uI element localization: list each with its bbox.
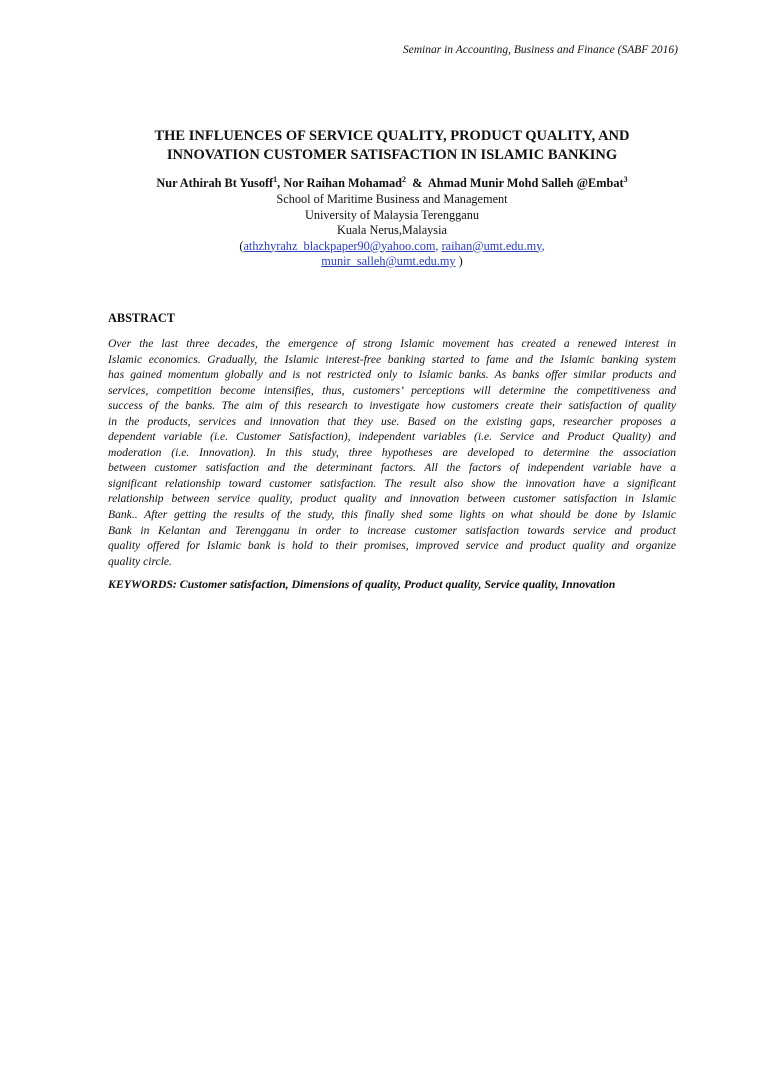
email-link-3[interactable]: munir_salleh@umt.edu.my [321, 254, 456, 268]
abstract-line: Islamic economics. Gradually, the Islamic interest-free banking started to fame and the Islamic banking system [108, 352, 676, 366]
abstract-line: quality circle. [108, 554, 172, 568]
author-3-affiliation-mark: 3 [623, 175, 628, 184]
abstract-line: dependent variable (i.e. Customer Satisfaction), independent variables (i.e. Service and Product Quality) and [108, 430, 676, 444]
running-header: Seminar in Accounting, Business and Finance (SABF 2016) [402, 44, 678, 56]
affiliation-school: School of Maritime Business and Management [276, 192, 508, 206]
email-link-2[interactable]: raihan@umt.edu.my, [441, 238, 545, 253]
abstract-line: services, competition become intensifies, thus, customers’ perceptions will determine the competitiveness and [108, 383, 676, 397]
abstract-line: quality offered for Islamic bank is hold to their promises, improved service and product quality and organize [108, 539, 676, 553]
abstract-line: success of the banks. The aim of this research to investigate how customers create their satisfaction of quality [108, 399, 676, 413]
abstract-line: has gained momentum globally and is not restricted only to Islamic banks. As banks offer similar products and [108, 368, 676, 382]
abstract-line: significant relationship toward customer satisfaction. The result also show the innovation have a significant [108, 476, 676, 490]
affiliation-city: Kuala Nerus,Malaysia [337, 223, 447, 237]
author-separator: & [405, 176, 428, 190]
abstract-line: between customer satisfaction and the determinant factors. All the factors of independent variable have a [108, 461, 676, 475]
abstract-line: Bank in Kelantan and Terengganu in order to increase customer satisfaction towards service and product [108, 523, 676, 537]
email-open-paren: ( [239, 238, 244, 253]
abstract-line: relationship between service quality, product quality and innovation between customer satisfaction in Islamic [108, 492, 676, 506]
email-link-1[interactable]: athzhyrahz_blackpaper90@yahoo.com, [243, 238, 439, 253]
email-line-1 [108, 239, 676, 255]
abstract-heading: ABSTRACT [108, 311, 175, 325]
keywords-line: KEYWORDS: Customer satisfaction, Dimensions of quality, Product quality, Service quality, Innovation [108, 577, 616, 591]
affiliation-block [108, 192, 676, 270]
author-separator: , [277, 176, 284, 190]
abstract-body [108, 336, 676, 569]
email-close-paren: ) [455, 254, 463, 268]
abstract-line: moderation (i.e. Innovation). In this study, three hypotheses are developed to determine the association [108, 445, 676, 459]
author-3: Ahmad Munir Mohd Salleh @Embat [427, 176, 624, 190]
author-1: Nur Athirah Bt Yusoff [156, 176, 274, 190]
author-list [108, 175, 676, 191]
abstract-line: Over the last three decades, the emergence of strong Islamic movement has created a renewed interest in [108, 337, 676, 350]
abstract-line: Bank.. After getting the results of the study, this finally shed some lights on what should be done by Islamic [108, 508, 676, 522]
email-line-2 [108, 254, 676, 270]
author-1-affiliation-mark: 1 [273, 175, 278, 184]
author-2-affiliation-mark: 2 [401, 175, 406, 184]
paper-title-line-2: INNOVATION CUSTOMER SATISFACTION IN ISLAMIC BANKING [166, 147, 618, 163]
abstract-line: in the products, services and innovation that they use. Based on the existing gaps, researcher proposes a [108, 414, 676, 428]
author-2: Nor Raihan Mohamad [283, 176, 402, 190]
paper-title-line-1: THE INFLUENCES OF SERVICE QUALITY, PRODUCT QUALITY, AND [154, 128, 630, 144]
affiliation-university: University of Malaysia Terengganu [304, 207, 480, 222]
paper-title [108, 127, 676, 165]
